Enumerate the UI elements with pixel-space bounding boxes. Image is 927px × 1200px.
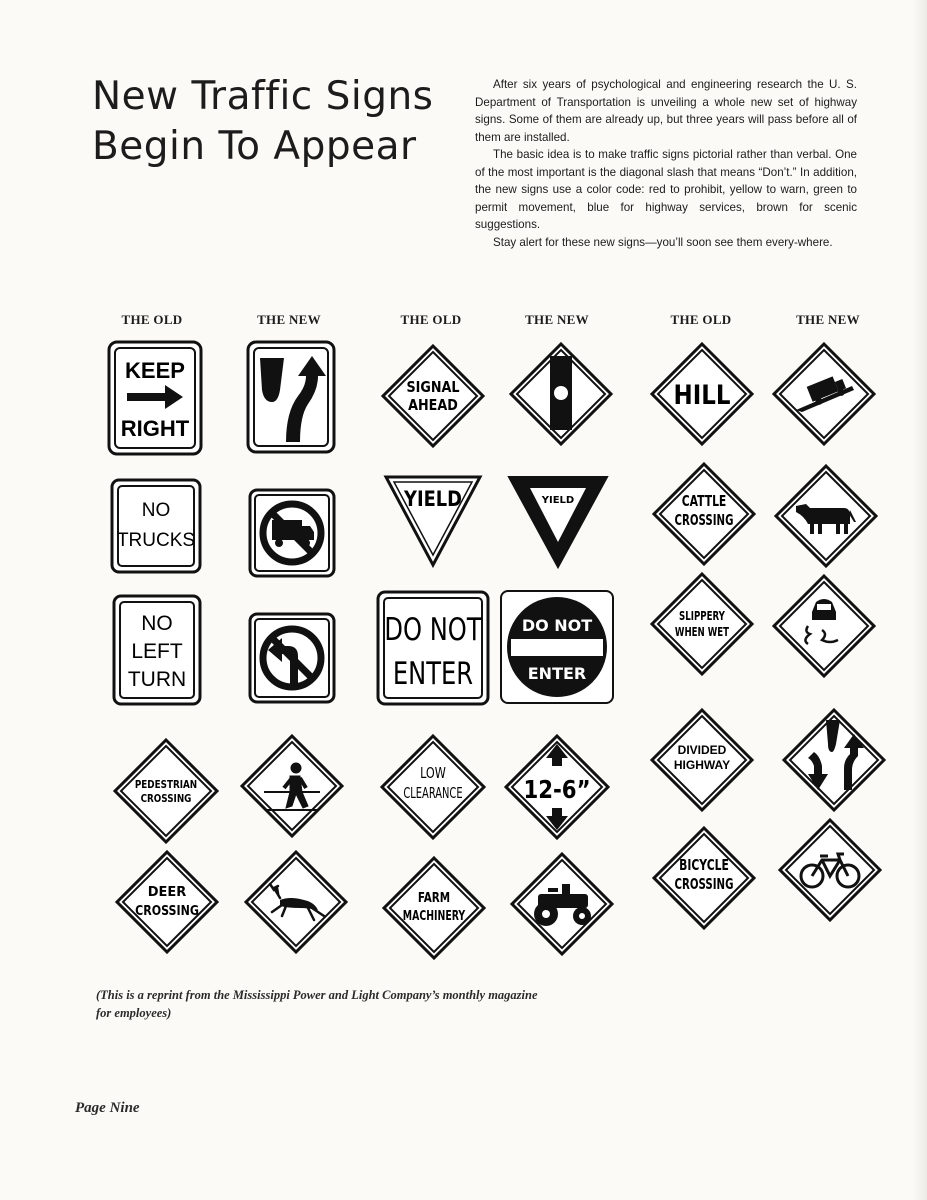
slippery-when-wet-new-sign	[772, 574, 876, 678]
deer-crossing-new-sign	[244, 850, 348, 954]
hill-text: HILL	[673, 379, 731, 411]
column-header-old-3: THE OLD	[670, 312, 732, 327]
column-header-new-3: THE NEW	[796, 312, 860, 327]
reprint-footnote	[96, 986, 538, 1022]
do-not-enter-old-line-1: DO NOT	[384, 611, 482, 648]
no-trucks-line-2: TRUCKS	[116, 530, 196, 551]
no-left-turn-line-2: LEFT	[131, 640, 183, 663]
pedestrian-crossing-line-2: CROSSING	[140, 793, 192, 806]
divided-highway-line-2: HIGHWAY	[673, 758, 731, 772]
title-line-1: New Traffic Signs	[92, 74, 434, 119]
no-trucks-new-sign	[248, 488, 336, 578]
deer-crossing-line-2: CROSSING	[135, 903, 199, 919]
farm-machinery-line-1: FARM	[417, 889, 451, 906]
no-left-turn-sign	[112, 594, 202, 706]
no-trucks-line-1: NO	[141, 500, 171, 521]
yield-new-text: YIELD	[541, 495, 575, 506]
page-edge-shadow	[913, 0, 927, 1200]
slippery-line-1: SLIPPERY	[679, 609, 725, 624]
pedestrian-crossing-line-1: PEDESTRIAN	[134, 779, 198, 792]
clearance-height-text: 12-6”	[523, 775, 591, 805]
no-trucks-sign	[110, 478, 202, 574]
signal-ahead-line-2: AHEAD	[408, 397, 458, 415]
no-left-turn-new-sign	[248, 612, 336, 704]
low-clearance-new-sign	[504, 734, 610, 840]
cattle-crossing-sign	[652, 462, 756, 566]
low-clearance-line-1: LOW	[420, 765, 446, 783]
column-header-old-1: THE OLD	[121, 312, 183, 327]
intro-paragraph-1: After six years of psychological and engineering research the U. S. Department of Transportation is unveiling a whole new set of highway signs. Some of them are already up, but three years will pass before all of them are installed.	[475, 78, 857, 144]
cattle-crossing-new-sign	[774, 464, 878, 568]
bicycle-crossing-new-sign	[778, 818, 882, 922]
hill-sign	[650, 342, 754, 446]
divided-highway-line-1: DIVIDED	[677, 743, 727, 757]
signal-ahead-line-1: SIGNAL	[406, 379, 460, 397]
farm-machinery-new-sign	[510, 852, 614, 956]
yield-old-text: YIELD	[404, 486, 462, 512]
intro-paragraph-2: The basic idea is to make traffic signs pictorial rather than verbal. One of the most important is the diagonal slash that means “Don’t.” In addition, the new signs use a color code: red to prohibit, yellow to warn, green to permit movement, blue for highway services, brown for scenic suggestions.	[475, 148, 857, 231]
column-header-new-1: THE NEW	[257, 312, 321, 327]
article-intro	[475, 76, 857, 251]
cattle-crossing-line-2: CROSSING	[674, 512, 734, 530]
keep-right-line-2: RIGHT	[120, 416, 190, 441]
footnote-line-2: for employees)	[96, 1006, 172, 1020]
keep-right-line-1: KEEP	[125, 358, 185, 383]
farm-machinery-line-2: MACHINERY	[402, 907, 466, 924]
column-header-old-2: THE OLD	[400, 312, 462, 327]
do-not-enter-old-line-2: ENTER	[392, 655, 474, 692]
signal-ahead-sign	[381, 344, 485, 448]
low-clearance-line-2: CLEARANCE	[403, 783, 463, 802]
slippery-line-2: WHEN WET	[674, 625, 730, 640]
article-title	[92, 72, 434, 172]
title-line-2: Begin To Appear	[92, 124, 417, 169]
column-header-new-2: THE NEW	[525, 312, 589, 327]
deer-crossing-sign	[115, 850, 219, 954]
deer-crossing-line-1: DEER	[147, 885, 187, 900]
bicycle-crossing-sign	[652, 826, 756, 930]
no-left-turn-line-1: NO	[141, 612, 173, 635]
bicycle-crossing-line-2: CROSSING	[674, 876, 734, 894]
keep-right-new-sign	[246, 340, 336, 454]
yield-old-sign	[383, 474, 483, 568]
footnote-line-1: (This is a reprint from the Mississippi Power and Light Company’s monthly magazine	[96, 988, 538, 1002]
low-clearance-sign	[380, 734, 486, 840]
page-number: Page Nine	[75, 1100, 140, 1116]
pedestrian-crossing-sign	[113, 738, 219, 844]
pedestrian-crossing-new-sign	[240, 734, 344, 838]
no-left-turn-line-3: TURN	[127, 668, 187, 691]
do-not-enter-new-sign	[499, 589, 615, 705]
divided-highway-new-sign	[782, 708, 886, 812]
bicycle-crossing-line-1: BICYCLE	[679, 857, 729, 875]
do-not-enter-new-line-1: DO NOT	[521, 616, 593, 635]
do-not-enter-old-sign	[376, 590, 490, 706]
intro-paragraph-3: Stay alert for these new signs—you’ll soon see them every-where.	[493, 235, 833, 249]
keep-right-sign	[107, 340, 203, 456]
do-not-enter-new-line-2: ENTER	[527, 664, 587, 683]
signal-ahead-new-sign	[509, 342, 613, 446]
white-bar-icon	[511, 639, 603, 656]
farm-machinery-sign	[382, 856, 486, 960]
divided-highway-sign	[650, 708, 754, 812]
cattle-crossing-line-1: CATTLE	[681, 493, 727, 511]
yield-new-sign	[506, 474, 610, 570]
hill-new-sign	[772, 342, 876, 446]
slippery-when-wet-sign	[650, 572, 754, 676]
